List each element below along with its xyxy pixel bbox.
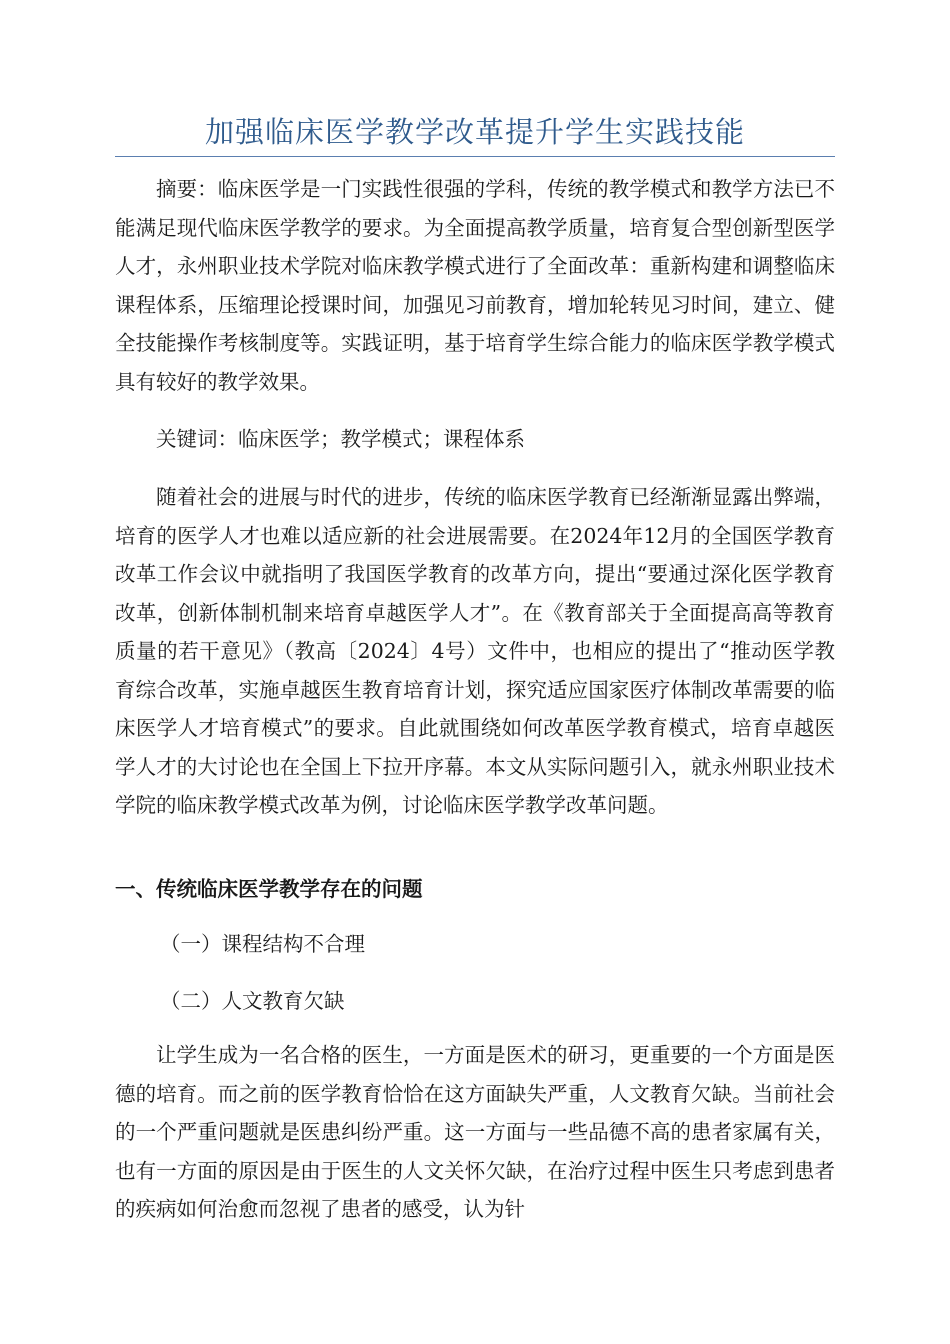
title-block [115,108,835,157]
keywords-line: 关键词：临床医学；教学模式；课程体系 [156,427,525,451]
body-paragraph: 让学生成为一名合格的医生，一方面是医术的研习，更重要的一个方面是医德的培育。而之前的医学教育恰恰在这方面缺失严重，人文教育欠缺。当前社会的一个严重问题就是医患纠纷严重。这一方面与一些品德不高的患者家属有关，也有一方面的原因是由于医生的人文关怀欠缺，在治疗过程中医生只考虑到患者的疾病如何治愈而忽视了患者的感受，认为针 [115,1043,835,1221]
abstract-paragraph: 摘要：临床医学是一门实践性很强的学科，传统的教学模式和教学方法已不能满足现代临床医学教学的要求。为全面提高教学质量，培育复合型创新型医学人才，永州职业技术学院对临床教学模式进行了全面改革：重新构建和调整临床课程体系，压缩理论授课时间，加强见习前教育，增加轮转见习时间，建立、健全技能操作考核制度等。实践证明，基于培育学生综合能力的临床医学教学模式具有较好的教学效果。 [115,177,835,394]
subsection-heading-2: （二）人文教育欠缺 [160,989,345,1013]
intro-paragraph: 随着社会的进展与时代的进步，传统的临床医学教育已经渐渐显露出弊端，培育的医学人才也难以适应新的社会进展需要。在2024年12月的全国医学教育改革工作会议中就指明了我国医学教育的改革方向，提出“要通过深化医学教育改革，创新体制机制来培育卓越医学人才”。在《教育部关于全面提高高等教育质量的若干意见》（教高〔2024〕4号）文件中，也相应的提出了“推动医学教育综合改革，实施卓越医生教育培育计划，探究适应国家医疗体制改革需要的临床医学人才培育模式”的要求。自此就围绕如何改革医学教育模式，培育卓越医学人才的大讨论也在全国上下拉开序幕。本文从实际问题引入，就永州职业技术学院的临床教学模式改革为例，讨论临床医学教学改革问题。 [115,485,835,817]
section-heading: 一、传统临床医学教学存在的问题 [115,877,423,901]
document-title: 加强临床医学教学改革提升学生实践技能 [204,115,745,149]
subsection-heading-1: （一）课程结构不合理 [160,932,365,956]
